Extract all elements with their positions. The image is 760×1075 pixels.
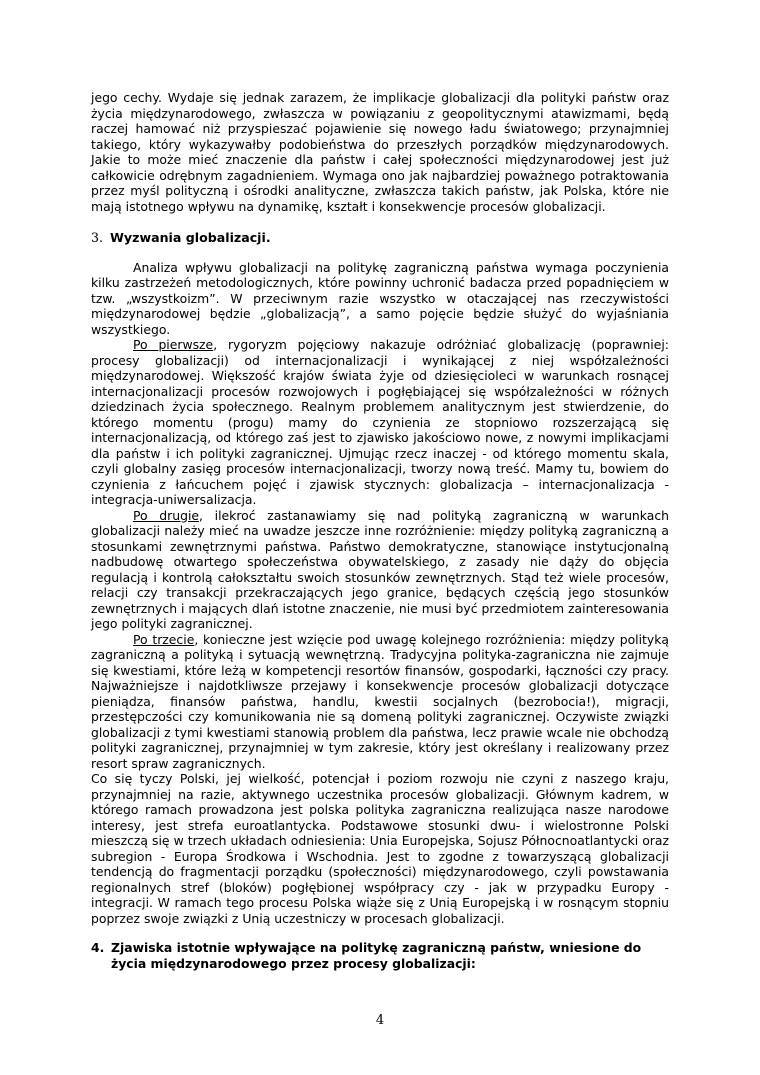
paragraph-third-point [91,632,669,772]
page-number: 4 [375,1013,385,1028]
first-point-label: Po pierwsze [133,337,214,352]
section-3-title: Wyzwania globalizacji. [110,230,271,245]
section-4-number: 4. [91,940,105,955]
paragraph-analysis: Analiza wpływu globalizacji na politykę zagraniczną państwa wymaga poczynienia kilku zastrzeżeń metodologicznych, które powinny uchronić badacza przed popadnięciem w tzw. „wszystkoizm”. W przeciwnym razie wszystko w otaczającej nas rzeczywistości międzynarodowej będzie „globalizacją”, a samo pojęcie będzie służyć do wyjaśniania wszystkiego. [91,259,669,337]
paragraph-intro-continuation: jego cechy. Wydaje się jednak zarazem, że implikacje globalizacji dla polityki państw oraz życia międzynarodowego, zwłaszcza w powiązaniu z geopolitycznymi atawizmami, będą raczej hamować niż przyspieszać pojawienie się nowego ładu światowego; przynajmniej takiego, który wykazywałby podobieństwa do przeszłych porządków międzynarodowych. Jakie to może mieć znaczenie dla państw i całej społeczności międzynarodowej jest już całkowicie odrębnym zagadnieniem. Wymaga ono jak najbardziej poważnego potraktowania przez myśl polityczną i ośrodki analityczne, zwłaszcza takich państw, jak Polska, które nie mają istotnego wpływu na dynamikę, kształt i konsekwencje procesów globalizacji. [91,90,669,214]
paragraph-poland: Co się tyczy Polski, jej wielkość, potencjał i poziom rozwoju nie czyni z naszego kraju, przynajmniej na razie, aktywnego uczestnika procesów globalizacji. Głównym kadrem, w którego ramach prowadzona jest polska polityka zagraniczna realizująca nasze narodowe interesy, jest strefa euroatlantycka. Podstawowe stosunki dwu- i wielostronne Polski mieszczą się w trzech układach odniesienia: Unia Europejska, Sojusz Północnoatlantycki oraz subregion - Europa Środkowa i Wschodnia. Jest to zgodne z towarzyszącą globalizacji tendencją do fragmentacji porządku (społeczności) międzynarodowego, czyli powstawania regionalnych stref (bloków) pogłębionej współpracy czy - jak w przypadku Europy - integracji. W ramach tego procesu Polska wiąże się z Unią Europejską i w rosnącym stopniu poprzez swoje związki z Unią uczestniczy w procesach globalizacji. [91,771,669,926]
second-point-label: Po drugie [133,507,200,523]
paragraph-first-point [91,337,669,508]
section-3-number: 3. [91,230,104,245]
section-4-heading [91,940,669,971]
section-3-heading [91,230,669,246]
document-body [91,90,669,971]
section-4-title: Zjawiska istotnie wpływające na politykę zagraniczną państw, wniesione do życia międzynarodowego przez procesy globalizacji: [111,940,642,971]
paragraph-second-point [91,508,669,632]
first-point-text: , rygoryzm pojęciowy nakazuje odróżniać globalizację (poprawniej: procesy globalizacji) od internacjonalizacji i wynikającej z niej współzależności międzynarodowej. Większość krajów świata żyje od dziesięcioleci w warunkach rosnącej internacjonalizacji procesów rozwojowych i pogłębiającej się współzależności w różnych dziedzinach życia społecznego. Realnym problemem analitycznym jest stwierdzenie, do którego momentu (progu) mamy do czynienia ze stopniowo rozszerzającą się internacjonalizacją, od którego zaś jest to zjawisko jakościowo nowe, z nowymi implikacjami dla państw i ich polityki zagranicznej. Ujmując rzecz inaczej - od którego momentu skala, czyli globalny zasięg procesów internacjonalizacji, tworzy nową treść. Mamy tu, bowiem do czynienia z łańcuchem pojęć i zjawisk stycznych: globalizacja – internacjonalizacja - integracja-uniwersalizacja. [91,337,669,507]
third-point-label: Po trzecie [133,631,195,647]
third-point-text: , konieczne jest wzięcie pod uwagę kolejnego rozróżnienia: między polityką zagraniczną a polityką i sytuacją wewnętrzną. Tradycyjna polityka-zagraniczna nie zajmuje się kwestiami, które leżą w kompetencji resortów finansów, gospodarki, łączności czy pracy. Najważniejsze i najdotkliwsze przejawy i konsekwencje procesów globalizacji dotyczące pieniądza, finansów państwa, handlu, kwestii socjalnych (bezrobocia!), migracji, przestępczości czy komunikowania nie są domeną polityki zagranicznej. Oczywiste związki globalizacji z tymi kwestiami stanowią problem dla państwa, lecz prawie wcale nie obchodzą polityki zagranicznej, przynajmniej w tym zakresie, który jest określany i realizowany przez resort spraw zagranicznych. [91,631,670,771]
second-point-text: , ilekroć zastanawiamy się nad polityką zagraniczną w warunkach globalizacji należy mieć na uwadze jeszcze inne rozróżnienie: między polityką zagraniczną a stosunkami zewnętrznymi państwa. Państwo demokratyczne, stanowiące instytucjonalną nadbudowę otwartego społeczeństwa obywatelskiego, z zasady nie dąży do objęcia regulacją i kontrolą całokształtu swoich stosunków zewnętrznych. Stąd też wiele procesów, relacji czy transakcji przekraczających jego granice, będących częścią jego stosunków zewnętrznych i mających dlań istotne znaczenie, nie musi być przedmiotem zainteresowania jego polityki zagranicznej. [91,507,669,631]
